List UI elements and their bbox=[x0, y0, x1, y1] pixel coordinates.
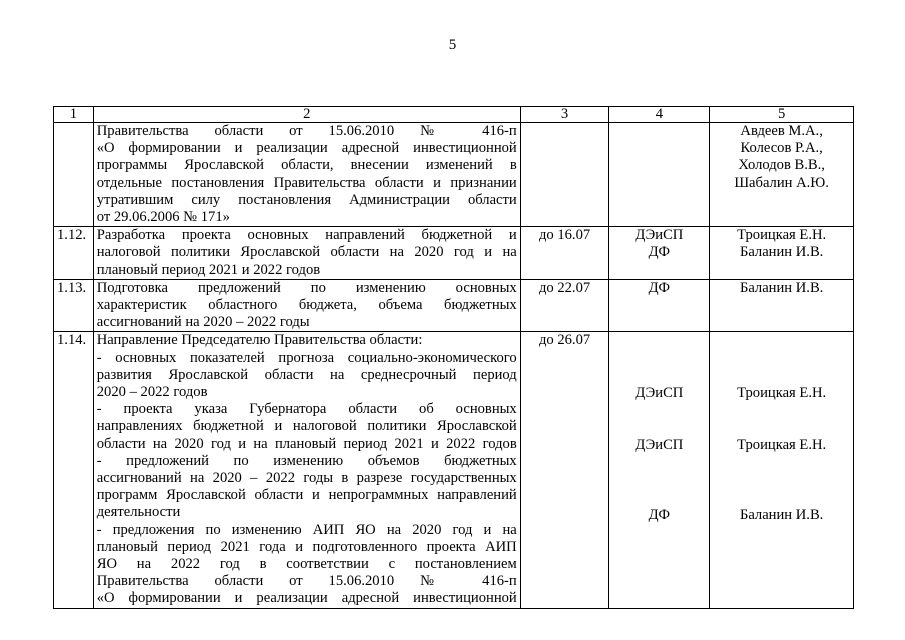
department: ДЭиСП bbox=[635, 436, 684, 453]
text-line: «О формировании и реализации адресной инвестиционной bbox=[96, 140, 517, 157]
department: ДЭиСП bbox=[635, 385, 684, 402]
item-deadline bbox=[520, 123, 609, 227]
item-responsible bbox=[710, 279, 854, 332]
text-line: «О формировании и реализации адресной инвестиционной bbox=[96, 590, 517, 607]
item-description bbox=[93, 227, 520, 280]
text-line: развития Ярославской области на среднесрочный период bbox=[96, 366, 517, 383]
text-line: Разработка проекта основных направлений бюджетной и bbox=[96, 227, 517, 244]
text-line: 2020 – 2022 годов bbox=[96, 384, 208, 401]
item-number bbox=[54, 123, 94, 227]
responsible-person: Баланин И.В. bbox=[739, 506, 824, 523]
department: ДФ bbox=[648, 279, 671, 296]
item-description bbox=[93, 279, 520, 332]
text-line: налоговой политики Ярославской области на 2020 год и на bbox=[96, 244, 517, 261]
responsible-person: Баланин И.В. bbox=[739, 279, 824, 296]
item-description bbox=[93, 123, 520, 227]
text-line: Правительства области от 15.06.2010 № 416-п bbox=[96, 573, 517, 590]
item-department bbox=[609, 227, 710, 280]
item-department bbox=[609, 123, 710, 227]
department: ДФ bbox=[648, 244, 671, 261]
table-row bbox=[54, 279, 854, 332]
text-line: ассигнований на 2020 – 2022 годы bbox=[96, 314, 310, 331]
department: ДЭиСП bbox=[635, 227, 684, 244]
item-deadline: до 26.07 bbox=[520, 332, 609, 608]
text-line: области на 2020 год и на плановый период 2021 и 2022 годов bbox=[96, 435, 517, 452]
item-responsible bbox=[710, 332, 854, 608]
text-line: Правительства области от 15.06.2010 № 416-п bbox=[96, 123, 517, 139]
text-line: программ Ярославской области и непрограммных направлений bbox=[96, 487, 517, 504]
text-line: направлениях бюджетной и налоговой политики Ярославской bbox=[96, 418, 517, 435]
text-line: деятельности bbox=[96, 504, 181, 521]
item-number: 1.14. bbox=[54, 332, 94, 608]
text-line: ассигнований на 2020 – 2022 годы в разрезе государственных bbox=[96, 470, 517, 487]
item-department bbox=[609, 279, 710, 332]
text-line: утратившим силу постановления Администрации области bbox=[96, 191, 517, 208]
item-number: 1.12. bbox=[54, 227, 94, 280]
text-line: - основных показателей прогноза социально-экономического bbox=[96, 349, 517, 366]
table-row bbox=[54, 123, 854, 227]
page-number: 5 bbox=[448, 37, 457, 53]
column-header: 2 bbox=[93, 107, 520, 123]
text-line: - предложений по изменению объемов бюджетных bbox=[96, 452, 517, 469]
responsible-person: Авдеев М.А., bbox=[740, 123, 823, 139]
text-line: Подготовка предложений по изменению основных bbox=[96, 279, 517, 296]
text-line: плановый период 2021 и 2022 годов bbox=[96, 261, 321, 278]
text-line: ЯО на 2022 год в соответствии с постановлением bbox=[96, 556, 517, 573]
text-line: программы Ярославской области, внесении изменений в bbox=[96, 157, 517, 174]
text-line: отдельные постановления Правительства области и признании bbox=[96, 174, 517, 191]
item-department bbox=[609, 332, 710, 608]
column-header: 5 bbox=[710, 107, 854, 123]
responsible-person: Колесов Р.А., bbox=[740, 140, 823, 157]
text-line: характеристик областного бюджета, объема бюджетных bbox=[96, 297, 517, 314]
text-line: плановый период 2021 года и подготовленного проекта АИП bbox=[96, 538, 517, 555]
responsible-person: Баланин И.В. bbox=[739, 244, 824, 261]
plan-table bbox=[53, 106, 854, 609]
department: ДФ bbox=[648, 506, 671, 523]
text-line: - предложения по изменению АИП ЯО на 2020 год и на bbox=[96, 521, 517, 538]
column-header: 1 bbox=[54, 107, 94, 123]
text-line: - проекта указа Губернатора области об основных bbox=[96, 401, 517, 418]
table-row bbox=[54, 227, 854, 280]
responsible-person: Троицкая Е.Н. bbox=[737, 385, 827, 402]
item-description bbox=[93, 332, 520, 608]
item-responsible bbox=[710, 123, 854, 227]
item-number: 1.13. bbox=[54, 279, 94, 332]
table-header-row bbox=[54, 107, 854, 123]
column-header: 4 bbox=[609, 107, 710, 123]
item-deadline: до 22.07 bbox=[520, 279, 609, 332]
text-line: Направление Председателю Правительства области: bbox=[96, 332, 423, 349]
responsible-person: Холодов В.В., bbox=[738, 157, 825, 174]
responsible-person: Троицкая Е.Н. bbox=[737, 436, 827, 453]
item-deadline: до 16.07 bbox=[520, 227, 609, 280]
table-row bbox=[54, 332, 854, 608]
item-responsible bbox=[710, 227, 854, 280]
column-header: 3 bbox=[520, 107, 609, 123]
text-line: от 29.06.2006 № 171» bbox=[96, 209, 230, 226]
responsible-person: Троицкая Е.Н. bbox=[737, 227, 827, 244]
responsible-person: Шабалин А.Ю. bbox=[734, 174, 829, 191]
